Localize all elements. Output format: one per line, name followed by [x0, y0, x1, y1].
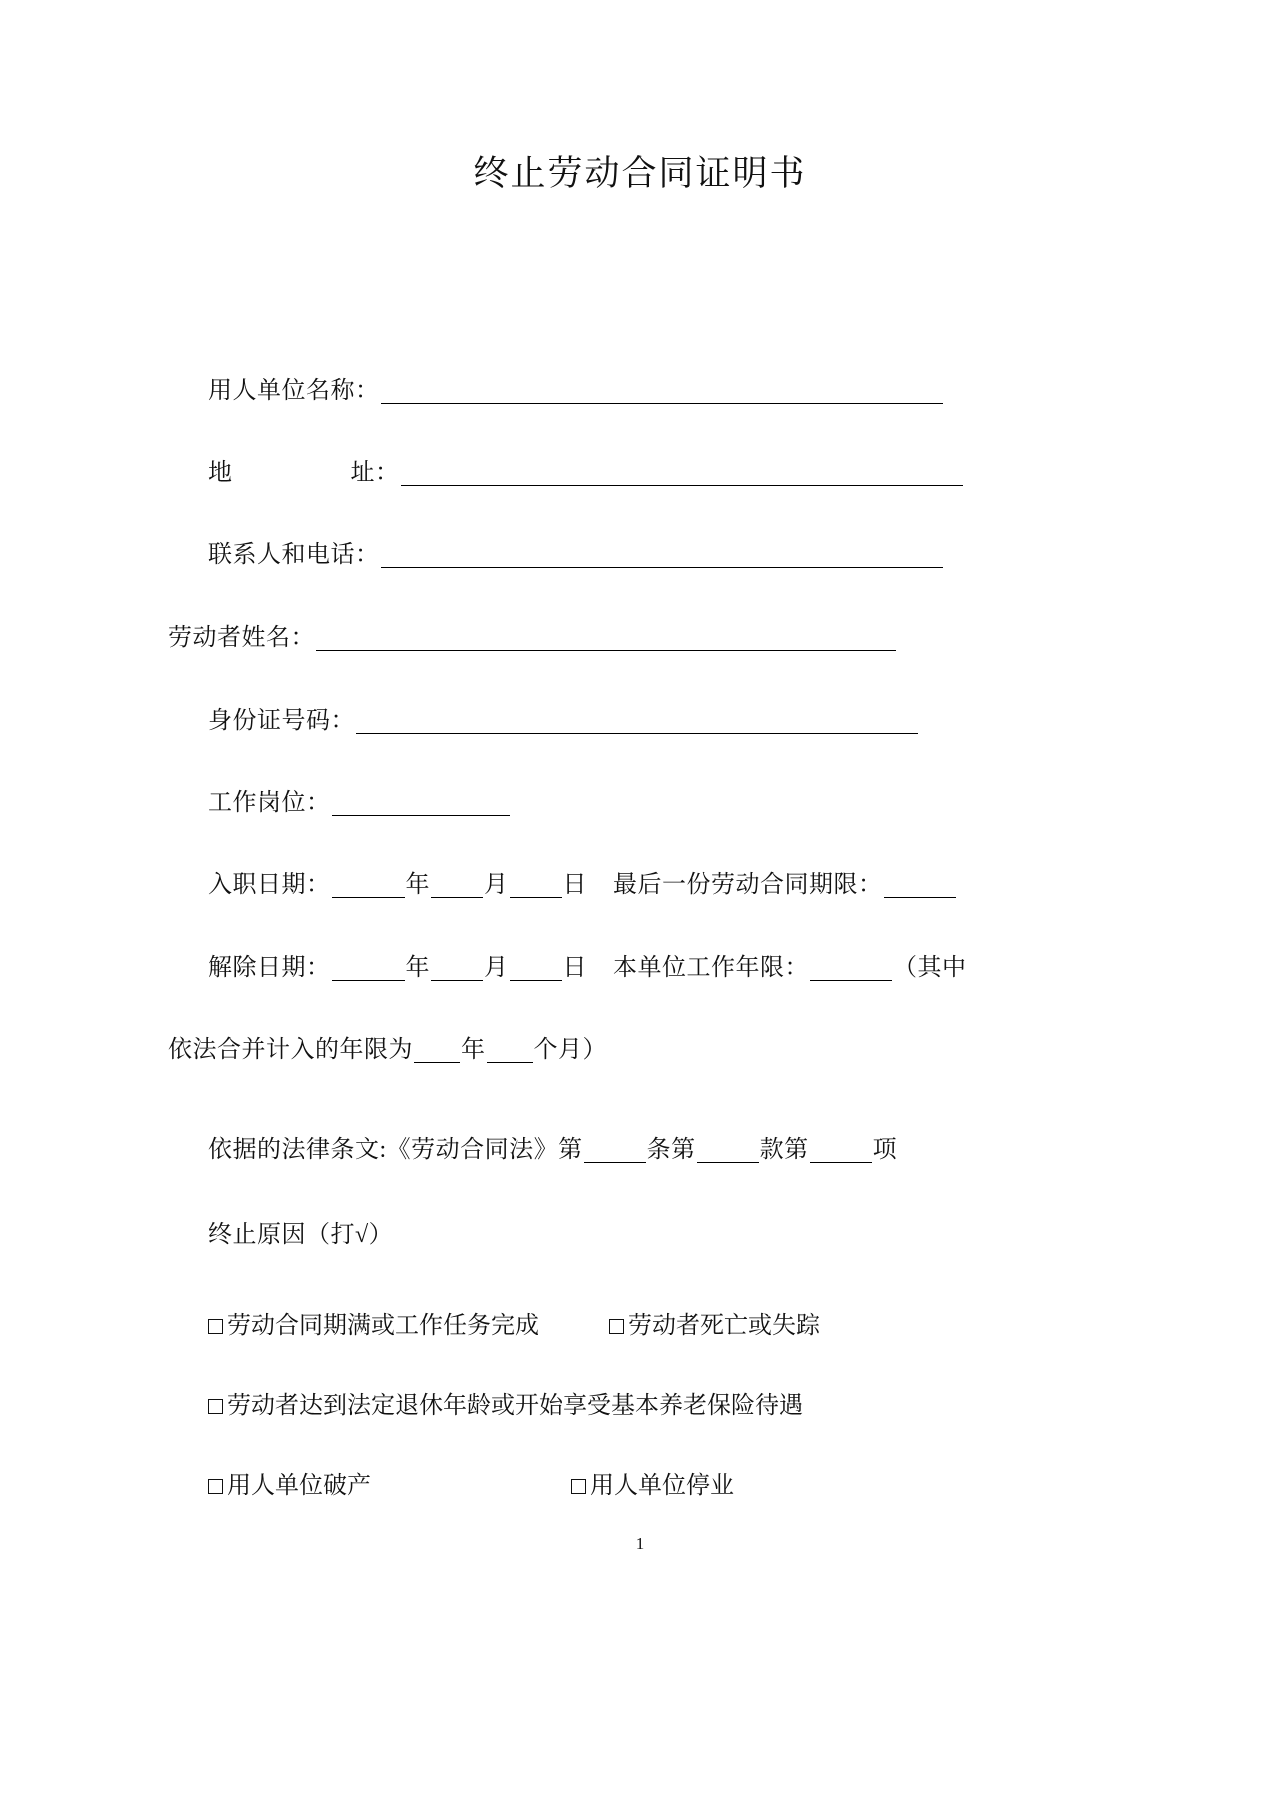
- termination-option-label: 劳动合同期满或工作任务完成: [227, 1313, 539, 1339]
- page-title: 终止劳动合同证明书: [473, 154, 807, 193]
- field-seniority-input[interactable]: [810, 958, 892, 982]
- field-employer-name: [208, 378, 944, 404]
- termination-option-row-2: [208, 1385, 803, 1420]
- termination-option-label: 劳动者死亡或失踪: [628, 1313, 820, 1339]
- field-employer-name-input[interactable]: [381, 381, 943, 405]
- field-address-input[interactable]: [401, 463, 963, 487]
- checkbox-icon[interactable]: [609, 1319, 624, 1334]
- field-terminate-date-day-input[interactable]: [510, 958, 562, 982]
- termination-option-label: 劳动者达到法定退休年龄或开始享受基本养老保险待遇: [227, 1393, 803, 1419]
- field-merged-years-prefix: 依法合并计入的年限为: [168, 1037, 413, 1063]
- field-terminate-date-row: [208, 955, 967, 981]
- field-hire-date-year-unit: 年: [405, 872, 430, 898]
- field-legal-article-input[interactable]: [584, 1140, 646, 1164]
- termination-reason-heading: [208, 1222, 393, 1248]
- field-address-label-first: 地: [208, 460, 233, 486]
- page-number: 1: [635, 1534, 645, 1553]
- termination-option-employer-closure[interactable]: [571, 1465, 734, 1500]
- field-merged-months-unit: 个月）: [533, 1037, 607, 1063]
- field-address: [208, 460, 964, 486]
- field-hire-date-month-unit: 月: [484, 872, 509, 898]
- field-hire-date-day-unit: 日: [562, 872, 587, 898]
- checkbox-icon[interactable]: [208, 1479, 223, 1494]
- field-merged-years-row: [168, 1037, 607, 1063]
- field-terminate-date-label: 解除日期：: [208, 955, 331, 981]
- field-last-contract-term-input[interactable]: [884, 875, 956, 899]
- checkbox-icon[interactable]: [208, 1319, 223, 1334]
- field-seniority-paren: （其中: [893, 955, 967, 981]
- field-terminate-date-month-input[interactable]: [431, 958, 483, 982]
- field-hire-date-month-input[interactable]: [431, 875, 483, 899]
- termination-option-contract-expired[interactable]: [208, 1305, 539, 1340]
- field-legal-clause-unit: 款第: [759, 1137, 809, 1163]
- field-job-position-label: 工作岗位：: [208, 790, 331, 816]
- field-job-position: [208, 790, 511, 816]
- field-worker-name: [168, 625, 897, 651]
- field-hire-date-year-input[interactable]: [332, 875, 405, 899]
- field-terminate-date-year-input[interactable]: [332, 958, 405, 982]
- checkbox-icon[interactable]: [571, 1479, 586, 1494]
- termination-option-worker-death-or-missing[interactable]: [609, 1305, 820, 1340]
- field-legal-basis-row: [208, 1137, 897, 1163]
- field-id-number-input[interactable]: [356, 711, 918, 735]
- field-contact-input[interactable]: [381, 545, 943, 569]
- checkbox-icon[interactable]: [208, 1399, 223, 1414]
- field-worker-name-input[interactable]: [316, 628, 896, 652]
- field-merged-months-input[interactable]: [487, 1040, 533, 1064]
- termination-option-row-3: [208, 1465, 734, 1500]
- field-address-label-second: 址：: [350, 460, 400, 486]
- field-contact: [208, 542, 944, 568]
- field-job-position-input[interactable]: [332, 793, 510, 817]
- field-hire-date-label: 入职日期：: [208, 872, 331, 898]
- field-legal-item-unit: 项: [872, 1137, 898, 1163]
- field-merged-years-input[interactable]: [414, 1040, 460, 1064]
- field-legal-article-unit: 条第: [646, 1137, 696, 1163]
- termination-option-row-1: [208, 1305, 820, 1340]
- field-id-number: [208, 708, 919, 734]
- field-hire-date-row: [208, 872, 957, 898]
- field-terminate-date-month-unit: 月: [484, 955, 509, 981]
- termination-reason-heading-text: 终止原因（打√）: [208, 1222, 394, 1248]
- field-last-contract-term-label: 最后一份劳动合同期限：: [613, 872, 883, 898]
- field-contact-label: 联系人和电话：: [208, 542, 380, 568]
- field-id-number-label: 身份证号码：: [208, 708, 355, 734]
- termination-option-label: 用人单位停业: [590, 1473, 734, 1499]
- field-terminate-date-day-unit: 日: [562, 955, 587, 981]
- field-legal-item-input[interactable]: [810, 1140, 872, 1164]
- field-legal-basis-label: 依据的法律条文:《劳动合同法》第: [208, 1137, 583, 1163]
- field-terminate-date-year-unit: 年: [405, 955, 430, 981]
- termination-option-retirement-age-or-pension[interactable]: [208, 1385, 803, 1420]
- termination-option-employer-bankruptcy[interactable]: [208, 1465, 371, 1500]
- field-legal-clause-input[interactable]: [697, 1140, 759, 1164]
- field-worker-name-label: 劳动者姓名：: [168, 625, 315, 651]
- termination-option-label: 用人单位破产: [227, 1473, 371, 1499]
- field-hire-date-day-input[interactable]: [510, 875, 562, 899]
- field-seniority-label: 本单位工作年限：: [613, 955, 809, 981]
- field-merged-years-unit: 年: [461, 1037, 486, 1063]
- field-employer-name-label: 用人单位名称：: [208, 378, 380, 404]
